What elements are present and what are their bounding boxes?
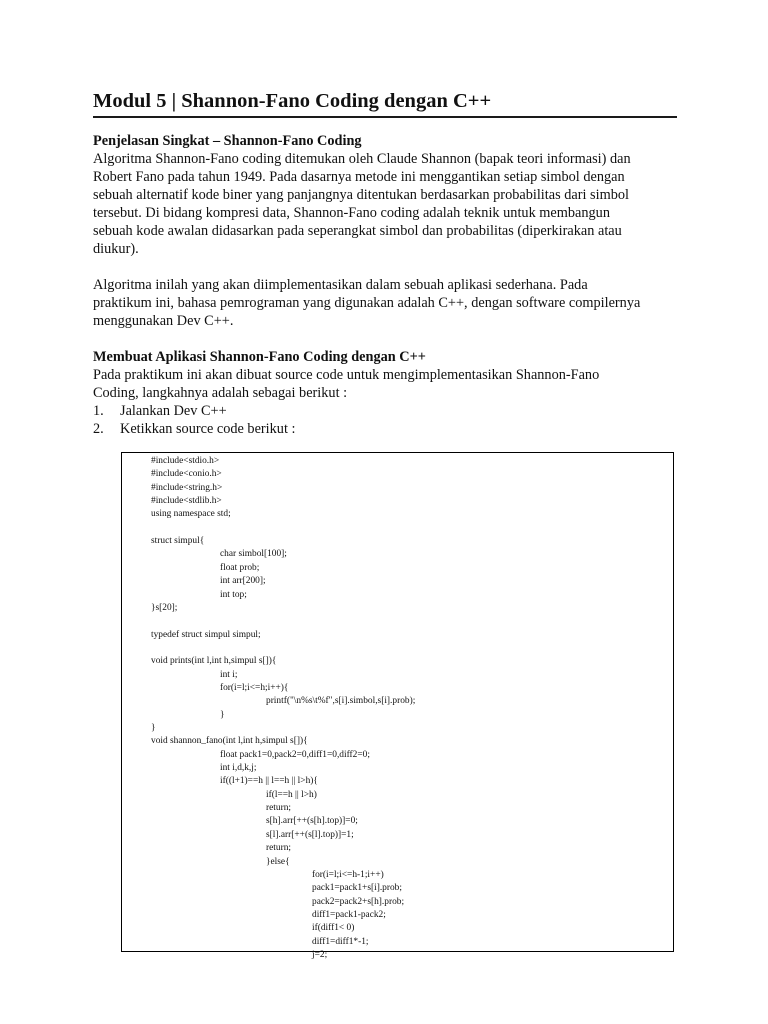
code-line: int i; bbox=[220, 669, 238, 680]
code-line: pack1=pack1+s[i].prob; bbox=[312, 883, 402, 894]
paragraph-line: tersebut. Di bidang kompresi data, Shannon-Fano coding adalah teknik untuk membangun bbox=[93, 205, 610, 221]
code-line: } bbox=[151, 723, 156, 733]
paragraph-intro bbox=[93, 150, 676, 258]
code-line: return; bbox=[266, 843, 291, 854]
code-line: s[l].arr[++(s[l].top)]=1; bbox=[266, 829, 354, 840]
paragraph-line: Robert Fano pada tahun 1949. Pada dasarnya metode ini menggantikan setiap simbol dengan bbox=[93, 169, 625, 185]
list-item bbox=[93, 420, 676, 438]
code-line: diff1=diff1*-1; bbox=[312, 936, 369, 947]
source-code-box bbox=[121, 452, 674, 960]
code-line: #include<string.h> bbox=[151, 482, 223, 493]
paragraph-praktikum bbox=[93, 366, 676, 402]
paragraph-line: diukur). bbox=[93, 241, 139, 257]
code-line: for(i=l;i<=h;i++){ bbox=[220, 682, 289, 693]
paragraph-algorithm bbox=[93, 276, 676, 330]
code-line: }else{ bbox=[266, 856, 290, 867]
steps-list bbox=[93, 402, 676, 438]
paragraph-line: sebuah kode awalan didasarkan pada seperangkat simbol dan probabilitas (diperkirakan atau bbox=[93, 223, 622, 239]
code-line: using namespace std; bbox=[151, 509, 231, 520]
step-text: Jalankan Dev C++ bbox=[120, 403, 227, 419]
code-line: pack2=pack2+s[h].prob; bbox=[312, 896, 405, 907]
code-line: void shannon_fano(int l,int h,simpul s[]){ bbox=[151, 736, 308, 747]
code-line: void prints(int l,int h,simpul s[]){ bbox=[151, 656, 277, 667]
step-number: 1. bbox=[93, 403, 104, 419]
code-line: typedef struct simpul simpul; bbox=[151, 629, 261, 640]
code-line: int top; bbox=[220, 589, 247, 600]
step-number: 2. bbox=[93, 421, 104, 437]
code-line: float prob; bbox=[220, 562, 260, 573]
section-heading-membuat-aplikasi: Membuat Aplikasi Shannon-Fano Coding dengan C++ bbox=[93, 349, 426, 365]
paragraph-line: Pada praktikum ini akan dibuat source code untuk mengimplementasikan Shannon-Fano bbox=[93, 367, 600, 383]
code-line: for(i=l;i<=h-1;i++) bbox=[312, 869, 384, 880]
code-line: if(l==h || l>h) bbox=[266, 789, 317, 800]
code-line: if(diff1< 0) bbox=[312, 923, 355, 934]
paragraph-line: Algoritma inilah yang akan diimplementasikan dalam sebuah aplikasi sederhana. Pada bbox=[93, 277, 588, 293]
section-heading-penjelasan: Penjelasan Singkat – Shannon-Fano Coding bbox=[93, 133, 362, 149]
paragraph-line: sebuah alternatif kode biner yang panjangnya ditentukan berdasarkan probabilitas dari simbol bbox=[93, 187, 629, 203]
page-title: Modul 5 | Shannon-Fano Coding dengan C++ bbox=[93, 90, 492, 112]
code-line: diff1=pack1-pack2; bbox=[312, 909, 386, 920]
code-line: if((l+1)==h || l==h || l>h){ bbox=[220, 776, 318, 787]
code-line: #include<conio.h> bbox=[151, 469, 222, 480]
paragraph-line: menggunakan Dev C++. bbox=[93, 313, 234, 329]
paragraph-line: praktikum ini, bahasa pemrograman yang digunakan adalah C++, dengan software compilernya bbox=[93, 295, 641, 311]
code-line: char simbol[100]; bbox=[220, 549, 287, 560]
code-line: struct simpul{ bbox=[151, 536, 205, 547]
code-line: return; bbox=[266, 803, 291, 814]
step-text: Ketikkan source code berikut : bbox=[120, 421, 296, 437]
paragraph-line: Algoritma Shannon-Fano coding ditemukan oleh Claude Shannon (bapak teori informasi) dan bbox=[93, 151, 631, 167]
code-line: j=2; bbox=[312, 949, 328, 960]
code-line: int i,d,k,j; bbox=[220, 763, 257, 774]
list-item bbox=[93, 402, 676, 420]
code-line: } bbox=[220, 709, 225, 720]
code-line: }s[20]; bbox=[151, 602, 178, 613]
code-line: int arr[200]; bbox=[220, 576, 266, 587]
code-line: s[h].arr[++(s[h].top)]=0; bbox=[266, 816, 358, 827]
paragraph-line: Coding, langkahnya adalah sebagai berikut : bbox=[93, 385, 348, 401]
code-line: printf("\n%s\t%f",s[i].simbol,s[i].prob); bbox=[266, 696, 416, 707]
code-line: #include<stdio.h> bbox=[151, 456, 220, 466]
code-line: float pack1=0,pack2=0,diff1=0,diff2=0; bbox=[220, 749, 370, 760]
document-page bbox=[93, 88, 676, 438]
code-line: #include<stdlib.h> bbox=[151, 496, 222, 507]
